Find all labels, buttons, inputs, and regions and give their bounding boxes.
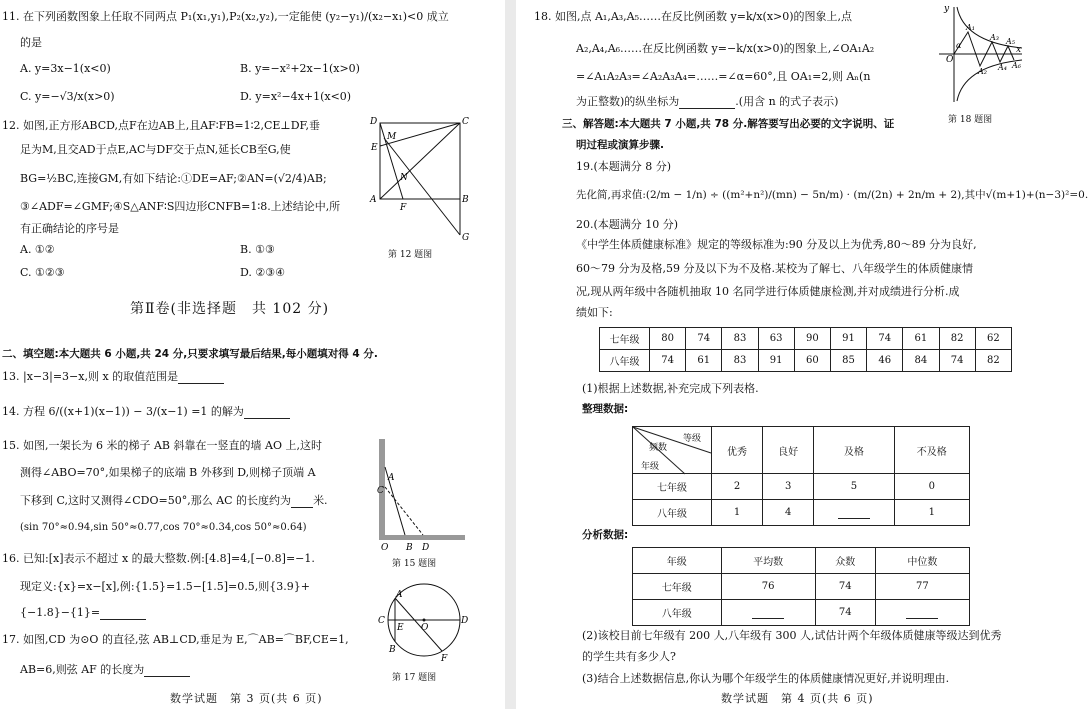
fig17-label-a: A	[396, 590, 403, 600]
q12-option-a: A. ①②	[20, 243, 55, 256]
q15-answer-blank[interactable]	[291, 496, 313, 508]
q16-line3-text: {−1.8}−{1}=	[20, 606, 101, 619]
q11-option-d: D. y=x²−4x+1(x<0)	[240, 90, 352, 103]
organize-cell: 0	[894, 474, 969, 500]
score-cell: 91	[830, 328, 866, 350]
fig12-label-e: E	[371, 143, 378, 153]
scores-grade7-label: 七年级	[600, 328, 650, 350]
figure-17	[372, 578, 468, 668]
q11-option-a: A. y=3x−1(x<0)	[20, 62, 111, 75]
q11-option-b: B. y=−x²+2x−1(x>0)	[240, 62, 360, 75]
score-cell: 60	[794, 350, 830, 372]
organize-cell: 2	[712, 474, 763, 500]
q19-body: 先化简,再求值:(2/m − 1/n) ÷ ((m²+n²)/(mn) − 5n/m) · (m/(2n) + 2n/m + 2),其中√(m+1)+(n−3)²=0.	[576, 189, 1088, 201]
corner-label-level: 等级	[683, 434, 702, 444]
score-cell: 61	[686, 350, 722, 372]
fig18-label-x: x	[1016, 45, 1022, 55]
score-cell: 90	[794, 328, 830, 350]
q15-line1: 15. 如图,一架长为 6 米的梯子 AB 斜靠在一竖直的墙 AO 上,这时	[2, 439, 322, 452]
fig17-label-f: F	[441, 654, 448, 664]
fig12-label-a: A	[370, 195, 377, 205]
figure-15	[375, 437, 465, 552]
q20-part3: (3)结合上述数据信息,你认为哪个年级学生的体质健康情况更好,并说明理由.	[582, 672, 950, 685]
q20-part2-line1: (2)该校目前七年级有 200 人,八年级有 300 人,试估计两个年级体质健康等级达到优秀	[582, 629, 1002, 642]
fig15-label-o: O	[381, 543, 389, 553]
analyze-header-row	[633, 548, 970, 574]
organize-grade-label: 八年级	[633, 500, 712, 526]
organize-grade8-pass-blank[interactable]	[838, 507, 870, 519]
fig18-label-o: O	[946, 55, 954, 65]
q16-answer-blank[interactable]	[100, 608, 146, 620]
fig15-label-d: D	[422, 543, 430, 553]
scores-grade8-label: 八年级	[600, 350, 650, 372]
score-cell: 84	[903, 350, 939, 372]
q13-text: 13. |x−3|=3−x,则 x 的取值范围是	[2, 370, 179, 383]
q15-line3	[20, 494, 328, 508]
fill-in-section-header: 二、填空题:本大题共 6 小题,共 24 分,只要求填写最后结果,每小题填对得 4 分.	[2, 348, 378, 360]
q18-line2: A₂,A₄,A₆……在反比例函数 y=−k/x(x>0)的图象上,∠OA₁A₂	[576, 42, 875, 55]
q17-answer-blank[interactable]	[144, 665, 190, 677]
fig15-label-c: C	[377, 486, 384, 496]
fig18-label-a3: A₃	[990, 33, 999, 42]
q15-line3-text: 下移到 C,这时又测得∠CDO=50°,那么 AC 的长度约为	[20, 494, 292, 507]
analyze-row-grade8	[633, 600, 970, 626]
score-cell: 74	[650, 350, 686, 372]
fig12-label-b: B	[462, 195, 469, 205]
analyze-cell: 八年级	[633, 600, 722, 626]
solve-section-header-cont: 明过程或演算步骤.	[576, 139, 664, 151]
q17-line2	[20, 663, 190, 677]
analyze-row-grade7	[633, 574, 970, 600]
organize-cell: 1	[712, 500, 763, 526]
page-3	[0, 0, 505, 709]
q20-para4: 绩如下:	[576, 306, 613, 319]
fig12-label-d: D	[370, 117, 378, 127]
score-cell: 61	[903, 328, 939, 350]
footer-page-3: 数学试题 第 3 页(共 6 页)	[170, 692, 323, 705]
analyze-data-title: 分析数据:	[582, 529, 629, 541]
figure-18	[934, 2, 1024, 107]
fig18-label-a1: A₁	[966, 23, 975, 32]
fig18-label-a4: A₄	[998, 63, 1007, 72]
q12-line4: ③∠ADF=∠GMF;④S△ANF∶S四边形CNFB=1∶8.上述结论中,所	[20, 200, 341, 213]
q15-line3-unit: 米.	[313, 494, 328, 507]
organize-header: 优秀	[712, 427, 763, 474]
q12-option-d: D. ②③④	[240, 266, 286, 279]
fig12-label-m: M	[387, 132, 397, 142]
organize-corner-cell	[633, 427, 712, 474]
q15-line2: 测得∠ABO=70°,如果梯子的底端 B 外移到 D,则梯子顶端 A	[20, 466, 316, 479]
fig17-label-o: O	[421, 623, 429, 633]
q19-heading: 19.(本题满分 8 分)	[576, 160, 672, 173]
organize-header-row	[633, 427, 970, 474]
q12-line5: 有正确结论的序号是	[20, 222, 119, 235]
score-cell: 74	[867, 328, 903, 350]
q13	[2, 370, 224, 384]
q18-line1: 18. 如图,点 A₁,A₃,A₅……在反比例函数 y=k/x(x>0)的图象上,点	[534, 10, 853, 23]
analyze-header: 平均数	[721, 548, 815, 574]
analyze-header: 众数	[815, 548, 875, 574]
fig18-label-y: y	[944, 4, 950, 14]
fig17-label-c: C	[378, 616, 385, 626]
fig18-label-a2: A₂	[978, 67, 987, 76]
page-4	[516, 0, 1088, 709]
analyze-grade8-median-blank[interactable]	[906, 607, 938, 619]
score-cell: 82	[975, 350, 1011, 372]
organize-data-title: 整理数据:	[582, 403, 629, 415]
analyze-cell: 77	[875, 574, 969, 600]
score-cell: 62	[975, 328, 1011, 350]
fig12-caption: 第 12 题图	[388, 250, 433, 260]
fig15-label-b: B	[406, 543, 413, 553]
fig18-label-a6: A₆	[1012, 61, 1021, 70]
score-cell: 74	[686, 328, 722, 350]
q12-line3: BG=½BC,连接GM,有如下结论:①DE=AF;②AN=(√2/4)AB;	[20, 172, 327, 185]
q20-part1: (1)根据上述数据,补充完成下列表格.	[582, 382, 759, 395]
scores-table	[599, 327, 1012, 372]
q16-line2: 现定义:{x}=x−[x],例:{1.5}=1.5−[1.5]=0.5,则{3.9}+	[20, 580, 310, 593]
fig17-label-e: E	[397, 623, 404, 633]
q17-line1: 17. 如图,CD 为⊙O 的直径,弦 AB⊥CD,垂足为 E,⌒AB=⌒BF,CE=1,	[2, 633, 349, 646]
score-cell: 82	[939, 328, 975, 350]
organize-cell: 5	[814, 474, 894, 500]
q11-stem: 11. 在下列函数图象上任取不同两点 P₁(x₁,y₁),P₂(x₂,y₂),一定能使 (y₂−y₁)/(x₂−x₁)<0 成立	[2, 10, 449, 23]
analyze-cell: 七年级	[633, 574, 722, 600]
q16-line1: 16. 已知:[x]表示不超过 x 的最大整数.例:[4.8]=4,[−0.8]=−1.	[2, 552, 315, 565]
fig12-label-g: G	[462, 233, 470, 243]
fig17-caption: 第 17 题图	[392, 673, 437, 683]
q18-line4-note: .(用含 n 的式子表示)	[735, 95, 839, 108]
analyze-cell: 74	[815, 574, 875, 600]
fig17-label-b: B	[389, 645, 396, 655]
q12-option-b: B. ①③	[240, 243, 275, 256]
q18-line4-text: 为正整数)的纵坐标为	[576, 95, 680, 108]
q12-line2: 足为M,且交AD于点E,AC与DF交于点N,延长CB至G,使	[20, 143, 291, 156]
q11-stem-cont: 的是	[20, 36, 42, 49]
organize-row-grade7	[633, 474, 970, 500]
q20-heading: 20.(本题满分 10 分)	[576, 218, 679, 231]
q16-line3	[20, 606, 146, 620]
analyze-cell: 76	[721, 574, 815, 600]
q15-trig-values: (sin 70°≈0.94,sin 50°≈0.77,cos 70°≈0.34,cos 50°≈0.64)	[20, 522, 307, 533]
q14	[2, 405, 290, 419]
footer-page-4: 数学试题 第 4 页(共 6 页)	[721, 692, 874, 705]
analyze-header: 年级	[633, 548, 722, 574]
q20-para1: 《中学生体质健康标准》规定的等级标准为:90 分及以上为优秀,80～89 分为良好,	[576, 238, 977, 251]
organize-table	[632, 426, 970, 526]
organize-header: 不及格	[894, 427, 969, 474]
corner-label-frequency: 频数	[649, 443, 668, 453]
analyze-answer-blank-cell[interactable]	[875, 600, 969, 626]
fig17-label-d: D	[461, 616, 469, 626]
q12-line1: 12. 如图,正方形ABCD,点F在边AB上,且AF∶FB=1∶2,CE⊥DF,垂	[2, 119, 320, 132]
corner-label-grade: 年级	[641, 462, 660, 472]
q18-answer-blank[interactable]	[679, 97, 735, 109]
scores-row-grade7	[600, 328, 1012, 350]
organize-grade-label: 七年级	[633, 474, 712, 500]
score-cell: 83	[722, 350, 758, 372]
score-cell: 63	[758, 328, 794, 350]
q14-text: 14. 方程 6/((x+1)(x−1)) − 3/(x−1) =1 的解为	[2, 405, 244, 418]
score-cell: 85	[830, 350, 866, 372]
q12-option-c: C. ①②③	[20, 266, 65, 279]
organize-cell: 3	[763, 474, 814, 500]
part2-title: 第Ⅱ卷(非选择题 共 102 分)	[130, 301, 330, 317]
q13-answer-blank[interactable]	[178, 372, 224, 384]
fig12-label-n: N	[400, 173, 408, 183]
q20-para3: 况,现从两年级中各随机抽取 10 名同学进行体质健康检测,并对成绩进行分析.成	[576, 285, 960, 298]
q18-line4	[576, 95, 838, 109]
scores-row-grade8	[600, 350, 1012, 372]
score-cell: 80	[650, 328, 686, 350]
fig18-caption: 第 18 题图	[948, 115, 993, 125]
solve-section-header: 三、解答题:本大题共 7 小题,共 78 分.解答要写出必要的文字说明、证	[562, 118, 895, 130]
page-gutter	[505, 0, 516, 709]
organize-row-grade8	[633, 500, 970, 526]
fig18-label-alpha: α	[956, 41, 962, 50]
q20-part2-line2: 的学生共有多少人?	[582, 650, 676, 663]
analyze-grade8-mean-blank[interactable]	[752, 607, 784, 619]
fig12-label-f: F	[400, 203, 407, 213]
score-cell: 91	[758, 350, 794, 372]
organize-header: 及格	[814, 427, 894, 474]
q17-line2-text: AB=6,则弦 AF 的长度为	[20, 663, 145, 676]
q11-option-c: C. y=−√3/x(x>0)	[20, 90, 115, 103]
score-cell: 74	[939, 350, 975, 372]
organize-header: 良好	[763, 427, 814, 474]
score-cell: 46	[867, 350, 903, 372]
score-cell: 83	[722, 328, 758, 350]
fig15-label-a: A	[388, 473, 395, 483]
analyze-header: 中位数	[875, 548, 969, 574]
q14-answer-blank[interactable]	[244, 407, 290, 419]
analyze-cell: 74	[815, 600, 875, 626]
organize-answer-blank-cell[interactable]	[814, 500, 894, 526]
q20-para2: 60～79 分为及格,59 分及以下为不及格.某校为了解七、八年级学生的体质健康情	[576, 262, 973, 275]
organize-cell: 1	[894, 500, 969, 526]
fig18-label-a5: A₅	[1006, 37, 1015, 46]
analyze-answer-blank-cell[interactable]	[721, 600, 815, 626]
q18-line3: =∠A₁A₂A₃=∠A₂A₃A₄=……=∠α=60°,且 OA₁=2,则 Aₙ(n	[576, 70, 871, 83]
figure-12	[370, 118, 470, 243]
fig15-caption: 第 15 题图	[392, 559, 437, 569]
fig12-label-c: C	[462, 117, 469, 127]
organize-cell: 4	[763, 500, 814, 526]
analyze-table	[632, 547, 970, 626]
